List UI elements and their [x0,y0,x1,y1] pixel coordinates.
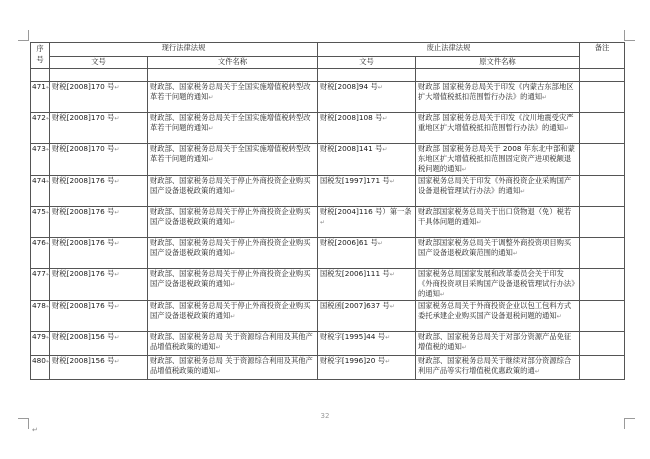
current-doc-no [50,82,148,113]
paragraph-mark: ↵ [382,115,388,122]
row-number [31,356,50,380]
paragraph-mark: ↵ [320,219,326,226]
table-row [31,113,625,144]
paragraph-mark: ↵ [230,313,236,320]
repealed-doc-no-text: 国税函[2007]637 号 [320,301,390,310]
crop-mark-top-left [18,30,29,41]
current-file-name [148,356,318,380]
original-file-name [416,82,580,113]
current-doc-no [50,113,148,144]
original-file-name [416,113,580,144]
paragraph-mark: ↵ [215,368,221,375]
paragraph-mark: ↵ [114,209,120,216]
current-file-name-text: 财政部、国家税务总局关于停止外商投资企业购买国产设备退税政策的通知 [150,176,311,195]
paragraph-mark: ↵ [114,334,120,341]
remark-cell [580,301,625,332]
paragraph-mark: ↵ [45,115,51,122]
table-row [31,269,625,301]
original-file-name [416,207,580,238]
paragraph-mark: ↵ [45,84,51,91]
row-number-text: 478 [32,301,46,310]
current-file-name [148,238,318,269]
paragraph-mark: ↵ [534,368,540,375]
current-file-name [148,113,318,144]
original-file-name [416,176,580,207]
remark-cell [580,113,625,144]
table-row [31,82,625,113]
current-file-name-text: 财政部、国家税务总局 关于资源综合利用及其他产品增值税政策的通知 [150,356,313,375]
paragraph-mark: ↵ [556,313,562,320]
row-number [31,269,50,301]
repealed-doc-no-text: 国税发[1997]171 号 [320,176,390,185]
remark-cell [580,207,625,238]
header-original-file-name: 原文件名称 [416,57,580,69]
original-file-name-text: 国家税务总局国家发展和改革委员会关于印发《外商投资项目采购国产设备退税管理试行办法》的通知 [418,269,575,298]
row-number-text: 473 [32,144,46,153]
law-table [30,42,625,380]
paragraph-mark: ↵ [389,178,395,185]
repealed-doc-no [318,207,416,238]
row-number [31,238,50,269]
remark-cell [580,356,625,380]
paragraph-mark: ↵ [389,303,395,310]
paragraph-mark: ↵ [215,344,221,351]
repealed-doc-no-text: 财税[2004]116 号）第一条 [320,207,412,216]
paragraph-mark: ↵ [230,219,236,226]
row-number-text: 475 [32,207,46,216]
paragraph-mark: ↵ [45,303,51,310]
paragraph-mark: ↵ [114,240,120,247]
row-number [31,82,50,113]
header-file-name: 文件名称 [148,57,318,69]
current-doc-no [50,176,148,207]
row-number-text: 476 [32,238,46,247]
repealed-doc-no-text: 财税字[1995]44 号 [320,332,386,341]
page-number: 32 [320,412,330,420]
paragraph-mark: ↵ [389,271,395,278]
table-row [31,144,625,176]
paragraph-mark: ↵ [45,209,51,216]
row-number-text: 472 [32,113,46,122]
paragraph-mark: ↵ [520,188,526,195]
original-file-name-text: 财政部 国家税务总局关于 2008 年东北中部和蒙东地区扩大增值税抵扣范围固定资产进项税额退税问题的通知 [418,144,575,173]
paragraph-mark: ↵ [230,250,236,257]
paragraph-mark: ↵ [476,219,482,226]
current-doc-no [50,144,148,176]
repealed-doc-no [318,176,416,207]
row-number [31,113,50,144]
repealed-doc-no-text: 财税[2008]108 号 [320,113,383,122]
original-file-name [416,332,580,356]
current-doc-no-text: 财税[2008]170 号 [52,113,115,122]
paragraph-mark: ↵ [114,271,120,278]
row-number-text: 474 [32,176,46,185]
row-number [31,207,50,238]
paragraph-mark: ↵ [114,115,120,122]
header-doc-no: 文号 [50,57,148,69]
repealed-doc-no [318,356,416,380]
current-file-name-text: 财政部、国家税务总局关于停止外商投资企业购买国产设备退税政策的通知 [150,207,311,226]
repealed-doc-no-text: 财税字[1996]20 号 [320,356,386,365]
repealed-doc-no [318,82,416,113]
paragraph-mark: ↵ [439,291,445,298]
current-doc-no-text: 财税[2008]170 号 [52,82,115,91]
current-file-name-text: 财政部、国家税务总局关于停止外商投资企业购买国产设备退税政策的通知 [150,301,311,320]
paragraph-mark: ↵ [563,125,569,132]
current-doc-no-text: 财税[2008]176 号 [52,176,115,185]
row-number [31,301,50,332]
original-file-name-text: 财政部 国家税务总局关于印发《内蒙古东部地区扩大增值税抵扣范围暂行办法》的通知 [418,82,574,101]
table-row [31,356,625,380]
repealed-doc-no-text: 国税发[2006]111 号 [320,269,390,278]
row-number-text: 480 [32,356,46,365]
current-file-name-text: 财政部、国家税务总局关于全国实施增值税转型改革若干问题的通知 [150,144,311,163]
paragraph-mark: ↵ [382,146,388,153]
current-doc-no-text: 财税[2008]176 号 [52,301,115,310]
paragraph-mark: ↵ [45,358,51,365]
original-file-name-text: 财政部国家税务总局关于出口货物退（免）税若干具体问题的通知 [418,207,572,226]
original-file-name-text: 国家税务总局关于印发《外商投资企业采购国产设备退税管理试行办法》的通知 [418,176,572,195]
original-file-name [416,144,580,176]
paragraph-mark: ↵ [114,358,120,365]
current-doc-no-text: 财税[2008]170 号 [52,144,115,153]
paragraph-mark: ↵ [45,178,51,185]
original-file-name [416,356,580,380]
repealed-doc-no-text: 财税[2006]61 号 [320,238,378,247]
paragraph-mark: ↵ [461,166,467,173]
current-file-name [148,176,318,207]
header-seq: 序 号 [31,43,50,69]
repealed-doc-no [318,144,416,176]
current-doc-no-text: 财税[2008]156 号 [52,356,115,365]
current-file-name [148,269,318,301]
blank-row [31,69,625,82]
repealed-doc-no-text: 财税[2008]141 号 [320,144,383,153]
paragraph-mark: ↵ [385,358,391,365]
paragraph-mark: ↵ [32,426,38,434]
current-doc-no [50,207,148,238]
table-row [31,301,625,332]
header-current-laws: 现行法律法规 [50,43,318,57]
header-row-columns [31,57,625,69]
original-file-name-text: 财政部、国家税务总局关于继续对部分资源综合利用产品等实行增值税优惠政策的通 [418,356,572,375]
row-number-text: 479 [32,332,46,341]
table-row [31,207,625,238]
original-file-name [416,238,580,269]
paragraph-mark: ↵ [45,271,51,278]
header-repealed-doc-no: 文号 [318,57,416,69]
current-doc-no [50,356,148,380]
paragraph-mark: ↵ [114,303,120,310]
paragraph-mark: ↵ [114,178,120,185]
current-doc-no [50,238,148,269]
original-file-name-text: 财政部 国家税务总局关于印发《汶川地震受灾严重地区扩大增值税抵扣范围暂行办法》的通知 [418,113,574,132]
table-row [31,176,625,207]
current-file-name [148,144,318,176]
repealed-doc-no [318,113,416,144]
current-file-name [148,301,318,332]
paragraph-mark: ↵ [114,146,120,153]
remark-cell [580,176,625,207]
repealed-doc-no [318,301,416,332]
paragraph-mark: ↵ [230,281,236,288]
header-row-group [31,43,625,57]
remark-cell [580,82,625,113]
original-file-name [416,269,580,301]
original-file-name-text: 财政部国家税务总局关于调整外商投资项目购买国产设备退税政策范围的通知 [418,238,572,257]
paragraph-mark: ↵ [230,188,236,195]
current-file-name-text: 财政部、国家税务总局关于停止外商投资企业购买国产设备退税政策的通知 [150,238,311,257]
current-file-name-text: 财政部、国家税务总局 关于资源综合利用及其他产品增值税政策的通知 [150,332,313,351]
row-number [31,332,50,356]
paragraph-mark: ↵ [45,240,51,247]
header-remark: 备注 [580,43,625,69]
paragraph-mark: ↵ [512,250,518,257]
paragraph-mark: ↵ [385,334,391,341]
current-file-name [148,207,318,238]
row-number-text: 477 [32,269,46,278]
paragraph-mark: ↵ [377,84,383,91]
remark-cell [580,332,625,356]
current-doc-no-text: 财税[2008]156 号 [52,332,115,341]
row-number [31,176,50,207]
paragraph-mark: ↵ [114,84,120,91]
current-doc-no [50,301,148,332]
table-row [31,332,625,356]
paragraph-mark: ↵ [208,125,214,132]
table-body [31,69,625,380]
current-file-name [148,332,318,356]
row-number-text: 471 [32,82,46,91]
current-doc-no-text: 财税[2008]176 号 [52,238,115,247]
paragraph-mark: ↵ [377,240,383,247]
current-doc-no [50,332,148,356]
current-file-name-text: 财政部、国家税务总局关于全国实施增值税转型改革若干问题的通知 [150,113,311,132]
remark-cell [580,269,625,301]
original-file-name-text: 国家税务总局关于外商投资企业以包工包料方式委托承建企业购买国产设备退税问题的通知 [418,301,572,320]
paragraph-mark: ↵ [45,146,51,153]
remark-cell [580,144,625,176]
repealed-doc-no-text: 财税[2008]94 号 [320,82,378,91]
current-doc-no-text: 财税[2008]176 号 [52,269,115,278]
current-doc-no-text: 财税[2008]176 号 [52,207,115,216]
current-file-name [148,82,318,113]
crop-mark-top-right [624,30,635,41]
original-file-name-text: 财政部、国家税务总局关于对部分资源产品免征增值税的通知 [418,332,572,351]
current-file-name-text: 财政部、国家税务总局关于全国实施增值税转型改革若干问题的通知 [150,82,311,101]
paragraph-mark: ↵ [208,156,214,163]
paragraph-mark: ↵ [542,94,548,101]
paragraph-mark: ↵ [208,94,214,101]
header-repealed-laws: 废止法律法规 [318,43,580,57]
current-doc-no [50,269,148,301]
row-number [31,144,50,176]
current-file-name-text: 财政部、国家税务总局关于停止外商投资企业购买国产设备退税政策的通知 [150,269,311,288]
paragraph-mark: ↵ [45,334,51,341]
repealed-doc-no [318,238,416,269]
remark-cell [580,238,625,269]
paragraph-mark: ↵ [461,344,467,351]
repealed-doc-no [318,332,416,356]
table-row [31,238,625,269]
repealed-doc-no [318,269,416,301]
original-file-name [416,301,580,332]
